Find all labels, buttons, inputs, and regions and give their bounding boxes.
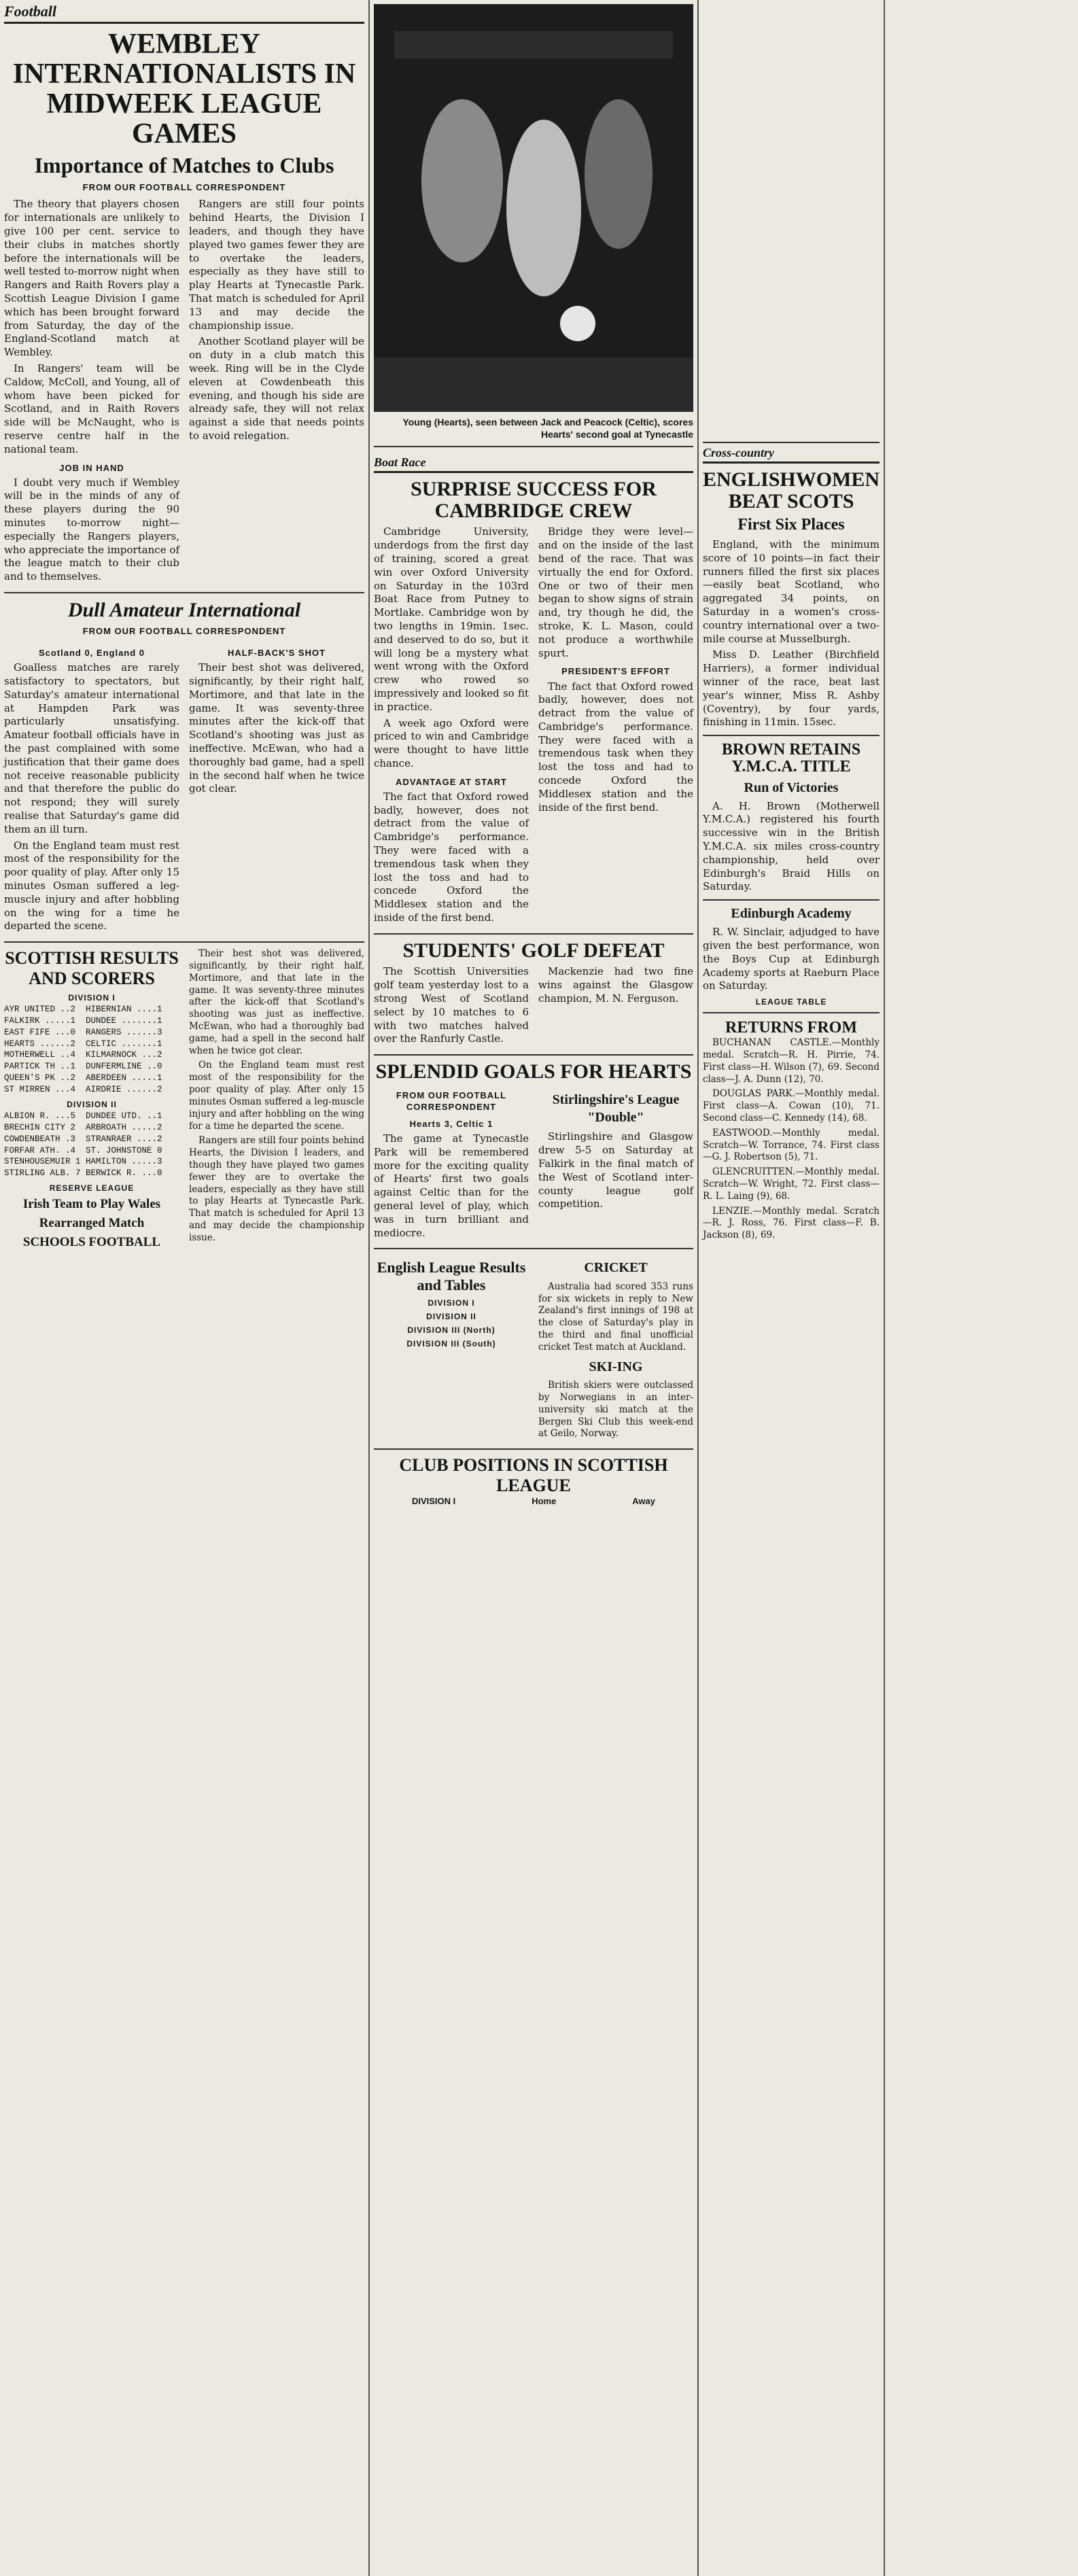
tables-area	[374, 1255, 693, 1443]
tables-div4: DIVISION III (South)	[406, 1339, 496, 1349]
returns-list	[703, 1037, 880, 1242]
para: Their best shot was delivered, significantly, by their right half, Mortimore, and that late in the game. It was seventy-three minutes after the kick-off that Scotland's shooting was just as ineffective. McEwan, who had a thoroughly bad game, had a spell in the second half when he twice got clear.	[189, 948, 364, 1056]
tables-div3: DIVISION III (North)	[407, 1325, 495, 1336]
para: A. H. Brown (Motherwell Y.M.C.A.) registered his fourth successive win in the British Y.M.C.A. six miles cross-country championship, held over Edinburgh's Braid Hills on Saturday.	[703, 799, 880, 893]
article-wembley	[4, 198, 364, 587]
article-amateur	[4, 642, 364, 936]
para: The fact that Oxford rowed badly, however, does not detract from the value of Cambridge's performance. They were faced with a tremendous task when they lost the toss and had to concede Oxford the Middlesex station and the inside of the first bend.	[374, 790, 529, 924]
divider	[374, 933, 693, 935]
para: EASTWOOD.—Monthly medal. Scratch—W. Torrance, 74. First class—G. J. Robertson (5), 71.	[703, 1127, 880, 1163]
result-line: ST MIRREN ...4 AIRDRIE ......2	[4, 1085, 162, 1095]
column-rule	[368, 0, 370, 2576]
para: The theory that players chosen for internationals are unlikely to give 100 per cent. service to their clubs in matches shortly before the internationals will be well tested to-morrow night when Rangers and Raith Rovers play a Scottish League Division I game which has been brought forward from Saturday, the day of the England-Scotland match at Wembley.	[4, 198, 179, 359]
subhead-importance: Importance of Matches to Clubs	[34, 153, 334, 178]
para: Cambridge University, underdogs from the first day of training, scored a great win over Oxford University on Saturday in the 103rd Boat Race from Putney to Mortlake. Cambridge won by two lengths in 19min. 1sec. and deserved to do so, but it will long be a mystery what went wrong with the Oxford crew who rowed so impressively and looked so fit in practice.	[374, 525, 529, 713]
headline-cambridge: SURPRISE SUCCESS FOR CAMBRIDGE CREW	[411, 478, 657, 522]
headline-golf: STUDENTS' GOLF DEFEAT	[402, 939, 665, 962]
para: In Rangers' team will be Caldow, McColl, and Young, all of whom have been picked for Scotland, and in Raith Rovers side will be McNaught, who is reserve centre half in the national team.	[4, 362, 179, 455]
article-englishwomen	[703, 538, 880, 729]
article-brown	[703, 800, 880, 894]
crosshead-job-in-hand: JOB IN HAND	[59, 462, 124, 473]
para: A week ago Oxford were priced to win and Cambridge were thought to have little chance.	[374, 716, 529, 769]
divider	[374, 446, 693, 447]
tables-div2: DIVISION II	[426, 1312, 476, 1322]
result-line: HEARTS ......2 CELTIC .......1	[4, 1039, 162, 1049]
para: British skiers were outclassed by Norwegians in an inter-university ski match at the Bergen Ski Club this week-end at Geilo, Norway.	[538, 1380, 693, 1440]
result-line: AYR UNITED ..2 HIBERNIAN ....1	[4, 1004, 162, 1014]
crosshead-president: PRESIDENT'S EFFORT	[561, 666, 670, 677]
column-rule	[697, 0, 699, 2576]
tables-title: English League Results and Tables	[377, 1259, 526, 1294]
crosshead-advantage: ADVANTAGE AT START	[396, 776, 507, 787]
para: R. W. Sinclair, adjudged to have given the best performance, won the Boys Cup at Edinburgh Academy sports at Raeburn Place on Saturday.	[703, 926, 880, 992]
score-line: Scotland 0, England 0	[38, 648, 145, 659]
para: Bridge they were level—and on the inside of the last bend of the race. That was virtually the end for Oxford. One or two of their men began to show signs of strain and, try though he did, the stroke, K. L. Mason, could not produce a worthwhile spurt.	[538, 525, 693, 659]
article-boat-race	[374, 525, 693, 927]
para: GLENCRUITTEN.—Monthly medal. Scratch—W. Wright, 72. First class—R. L. Laing (9), 68.	[703, 1166, 880, 1202]
photo-caption: Young (Hearts), seen between Jack and Peacock (Celtic), scores Hearts' second goal at Tynecastle	[402, 417, 693, 440]
para: DOUGLAS PARK.—Monthly medal. First class—A. Cowan (10), 71. Second class—C. Kennedy (14), 68.	[703, 1088, 880, 1124]
results-area	[4, 948, 364, 1254]
tables-div1: DIVISION I	[428, 1298, 475, 1308]
cricket-title: CRICKET	[584, 1260, 648, 1276]
section-tag-boat-race: Boat Race	[374, 453, 693, 473]
column-boat-race	[374, 0, 693, 1506]
headline-brown: BROWN RETAINS Y.M.C.A. TITLE	[721, 741, 861, 776]
rearranged-match-heading: Rearranged Match	[39, 1216, 145, 1231]
divider	[703, 735, 880, 736]
headline-stirlingshire: Stirlingshire's League "Double"	[552, 1092, 680, 1126]
subhead-first-six: First Six Places	[737, 516, 845, 534]
returns-title: RETURNS FROM	[725, 1019, 857, 1037]
score-line: Hearts 3, Celtic 1	[409, 1118, 493, 1129]
para: On the England team must rest most of the responsibility for the poor quality of play. After only 15 minutes Osman suffered a leg-muscle injury and after hobbling on the wing for a time he departed the scene.	[4, 839, 179, 933]
article-hearts	[374, 1087, 693, 1243]
divider	[374, 1448, 693, 1450]
byline-football: FROM OUR FOOTBALL CORRESPONDENT	[82, 182, 286, 193]
results-title: SCOTTISH RESULTS AND SCORERS	[5, 948, 179, 989]
column-football	[4, 0, 364, 1254]
para: LENZIE.—Monthly medal. Scratch—R. J. Ross, 76. First class—F. B. Jackson (8), 69.	[703, 1205, 880, 1241]
results-list-division-2	[4, 1111, 179, 1179]
para: Another Scotland player will be on duty in a club match this week. Ring will be in the Clyde eleven at Cowdenbeath this evening, and though his side are already safe, they will not relax against a side that needs points to avoid relegation.	[189, 335, 364, 442]
divider	[4, 592, 364, 593]
club-div1-label: DIVISION I	[411, 1496, 456, 1507]
subhead-amateur: Dull Amateur International	[67, 599, 301, 622]
headline-hearts: SPLENDID GOALS FOR HEARTS	[375, 1060, 692, 1083]
para: England, with the minimum score of 10 points—in fact their runners filled the first six places—easily beat Scotland, who aggregated 34 points, on Saturday in a women's cross-country international over a two-mile course at Musselburgh.	[703, 538, 880, 645]
photo-illustration-icon	[374, 4, 693, 412]
result-line: MOTHERWELL ..4 KILMARNOCK ...2	[4, 1050, 162, 1060]
result-line: ALBION R. ...5 DUNDEE UTD. ..1	[4, 1111, 162, 1121]
schools-football-heading: SCHOOLS FOOTBALL	[22, 1235, 161, 1250]
para: The Scottish Universities golf team yesterday lost to a strong West of Scotland select by 10 matches to 6 with two matches halved over the Ranfurly Castle.	[374, 965, 529, 1045]
para: Australia had scored 353 runs for six wickets in reply to New Zealand's first innings of 198 at the close of Saturday's play in the third and final unofficial cricket Test match at Auckland.	[538, 1281, 693, 1353]
article-golf	[374, 965, 693, 1049]
article-edinburgh-academy	[703, 926, 880, 993]
para: Goalless matches are rarely satisfactory to spectators, but Saturday's amateur international at Hampden Park was particularly unsatisfying. Amateur football officials have in the past complained with some justification that their game does not receive reasonable publicity and that therefore the public do not respond; they will surely realise that Saturday's game did them an ill turn.	[4, 661, 179, 835]
club-positions-headers	[374, 1496, 693, 1506]
column-rule	[884, 0, 885, 2576]
byline-hearts: FROM OUR FOOTBALL CORRESPONDENT	[396, 1090, 507, 1112]
para: Mackenzie had two fine wins against the Glasgow champion, M. N. Ferguson.	[538, 965, 693, 1005]
subhead-run-of-victories: Run of Victories	[744, 780, 839, 795]
para: Rangers are still four points behind Hearts, the Division I leaders, and though they have played two games fewer they are to overtake the leaders, especially as they have still to play Hearts at Tynecastle Park. That match is scheduled for April 13 and may decide the championship issue.	[189, 1135, 364, 1243]
para: The fact that Oxford rowed badly, however, does not detract from the value of Cambridge's performance. They were faced with a tremendous task when they lost the toss and had to concede Oxford the Middlesex station and the inside of the first bend.	[538, 680, 693, 814]
headline-englishwomen: ENGLISHWOMEN BEAT SCOTS	[703, 468, 880, 512]
match-photo	[374, 4, 693, 412]
section-tag-cross-country: Cross-country	[703, 443, 880, 464]
club-away-label: Away	[632, 1496, 655, 1507]
photo-football	[374, 4, 693, 412]
result-line: FORFAR ATH. .4 ST. JOHNSTONE 0	[4, 1145, 162, 1155]
para: BUCHANAN CASTLE.—Monthly medal. Scratch—R. H. Pirrie, 74. First class—H. Wilson (7), 69. Second class—J. A. Dunn (12), 70.	[703, 1037, 880, 1085]
divider	[374, 1248, 693, 1249]
headline-edinburgh-academy: Edinburgh Academy	[731, 906, 852, 922]
result-line: COWDENBEATH .3 STRANRAER ....2	[4, 1134, 162, 1144]
crosshead-half-back: HALF-BACK'S SHOT	[227, 648, 326, 659]
para: Miss D. Leather (Birchfield Harriers), a former individual winner of the race, beat last year's winner, Miss R. Ashby (Coventry), by four yards, finishing in 11min. 15sec.	[703, 648, 880, 729]
irish-team-heading: Irish Team to Play Wales	[22, 1197, 161, 1212]
club-home-label: Home	[532, 1496, 557, 1507]
reserve-league: RESERVE LEAGUE	[49, 1183, 135, 1194]
results-division-2: DIVISION II	[67, 1099, 117, 1109]
section-tag-football: Football	[4, 0, 364, 24]
para: Their best shot was delivered, significantly, by their right half, Mortimore, and that late in the game. It was seventy-three minutes after the kick-off that Scotland's shooting was just as ineffective. McEwan, who had a thoroughly bad game, had a spell in the second half when he twice got clear.	[189, 661, 364, 795]
ski-title: SKI-ING	[589, 1359, 643, 1374]
result-line: FALKIRK .....1 DUNDEE .......1	[4, 1015, 162, 1026]
result-line: PARTICK TH ..1 DUNFERMLINE ..0	[4, 1062, 162, 1072]
club-positions-title: CLUB POSITIONS IN SCOTTISH LEAGUE	[399, 1455, 668, 1496]
para: The game at Tynecastle Park will be remembered more for the exciting quality of Hearts' first two goals against Celtic than for the general level of play, which was in turn brilliant and mediocre.	[374, 1132, 529, 1239]
result-line: BRECHIN CITY 2 ARBROATH .....2	[4, 1122, 162, 1132]
column-cross-country	[703, 0, 880, 1245]
para: Rangers are still four points behind Hearts, the Division I leaders, and though they have played two games fewer they are to overtake the leaders, especially as they have still to play Hearts at Tynecastle Park. That match is scheduled for April 13 and may decide the championship issue.	[189, 198, 364, 332]
result-line: QUEEN'S PK ..2 ABERDEEN .....1	[4, 1073, 162, 1083]
results-list-division-1	[4, 1004, 179, 1096]
result-line: STENHOUSEMUIR 1 HAMILTON .....3	[4, 1157, 162, 1167]
league-table-title: LEAGUE TABLE	[755, 997, 827, 1007]
para: I doubt very much if Wembley will be in the minds of any of these players during the 90 minutes to-morrow night—especially the Rangers players, who appreciate the importance of the league match to their club and to themselves.	[4, 476, 179, 583]
para: On the England team must rest most of the responsibility for the poor quality of play. After only 15 minutes Osman suffered a leg-muscle injury and after hobbling on the wing for a time he departed the scene.	[189, 1060, 364, 1132]
divider	[4, 941, 364, 943]
headline-wembley: WEMBLEY INTERNATIONALISTS IN MIDWEEK LEAGUE GAMES	[12, 29, 356, 150]
result-line: STIRLING ALB. 7 BERWICK R. ...0	[4, 1168, 162, 1179]
divider	[703, 899, 880, 901]
continued-story-block	[703, 0, 880, 443]
divider	[374, 1054, 693, 1056]
results-division-1: DIVISION I	[68, 992, 116, 1003]
result-line: EAST FIFE ...0 RANGERS ......3	[4, 1027, 162, 1037]
divider	[703, 1012, 880, 1013]
byline-amateur: FROM OUR FOOTBALL CORRESPONDENT	[82, 626, 286, 637]
para: Stirlingshire and Glasgow drew 5-5 on Saturday at Falkirk in the final match of the West of Scotland inter-county league golf competition.	[538, 1130, 693, 1211]
